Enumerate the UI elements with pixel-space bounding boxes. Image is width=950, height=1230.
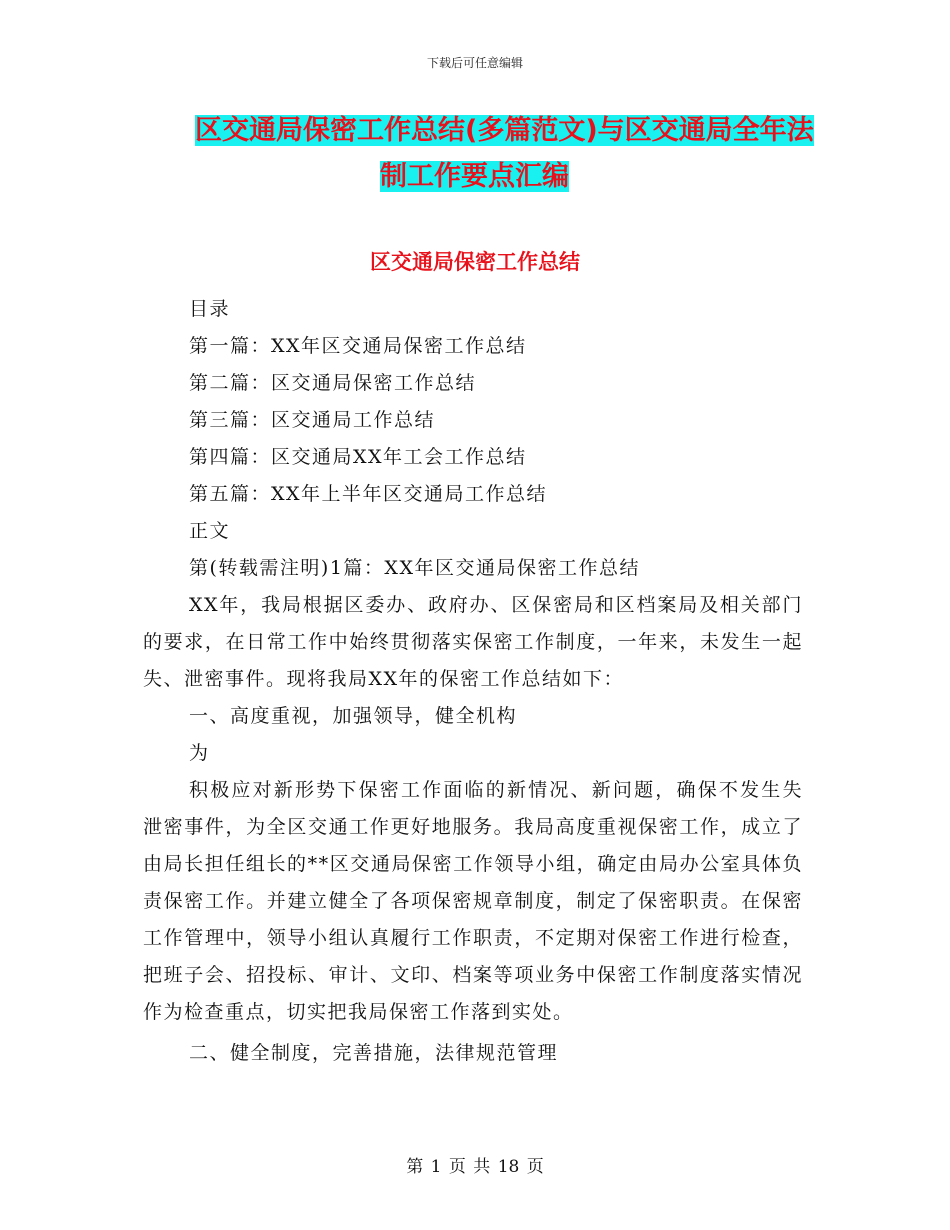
text-fragment: 为 <box>189 742 210 764</box>
toc-item: 第一篇：XX年区交通局保密工作总结 <box>189 335 527 357</box>
document-body <box>143 291 803 1072</box>
section-heading: 一、高度重视，加强领导，健全机构 <box>189 705 518 727</box>
page-footer: 第 1 页 共 18 页 <box>406 1157 544 1177</box>
toc-item: 第三篇：区交通局工作总结 <box>189 409 436 431</box>
paragraph: 积极应对新形势下保密工作面临的新情况、新问题，确保不发生失泄密事件，为全区交通工作更好地服务。我局高度重视保密工作，成立了由局长担任组长的**区交通局保密工作领导小组，确定由局办公室具体负责保密工作。并建立健全了各项保密规章制度，制定了保密职责。在保密工作管理中，领导小组认真履行工作职责，不定期对保密工作进行检查，把班子会、招投标、审计、文印、档案等项业务中保密工作制度落实情况作为检查重点，切实把我局保密工作落到实处。 <box>143 779 803 1023</box>
toc-item: 第四篇：区交通局XX年工会工作总结 <box>189 446 527 468</box>
document-title <box>140 108 840 200</box>
header-note: 下载后可任意编辑 <box>426 56 523 70</box>
title-line-2-text: 制工作要点汇编 <box>380 161 569 192</box>
paragraph: XX年，我局根据区委办、政府办、区保密局和区档案局及相关部门的要求，在日常工作中始终贯彻落实保密工作制度，一年来，未发生一起失、泄密事件。现将我局XX年的保密工作总结如下： <box>143 594 803 690</box>
toc-item: 第五篇：XX年上半年区交通局工作总结 <box>189 483 548 505</box>
body-section-label: 正文 <box>189 520 231 542</box>
title-line-2 <box>140 154 840 200</box>
article-title: 第(转载需注明)1篇：XX年区交通局保密工作总结 <box>189 557 640 579</box>
section-heading: 二、健全制度，完善措施，法律规范管理 <box>189 1042 559 1064</box>
title-line-1-text: 区交通局保密工作总结(多篇范文)与区交通局全年法 <box>195 115 814 146</box>
section-title: 区交通局保密工作总结 <box>370 250 580 274</box>
title-line-1 <box>140 108 840 154</box>
toc-item: 第二篇：区交通局保密工作总结 <box>189 372 477 394</box>
toc-heading: 目录 <box>189 298 231 320</box>
